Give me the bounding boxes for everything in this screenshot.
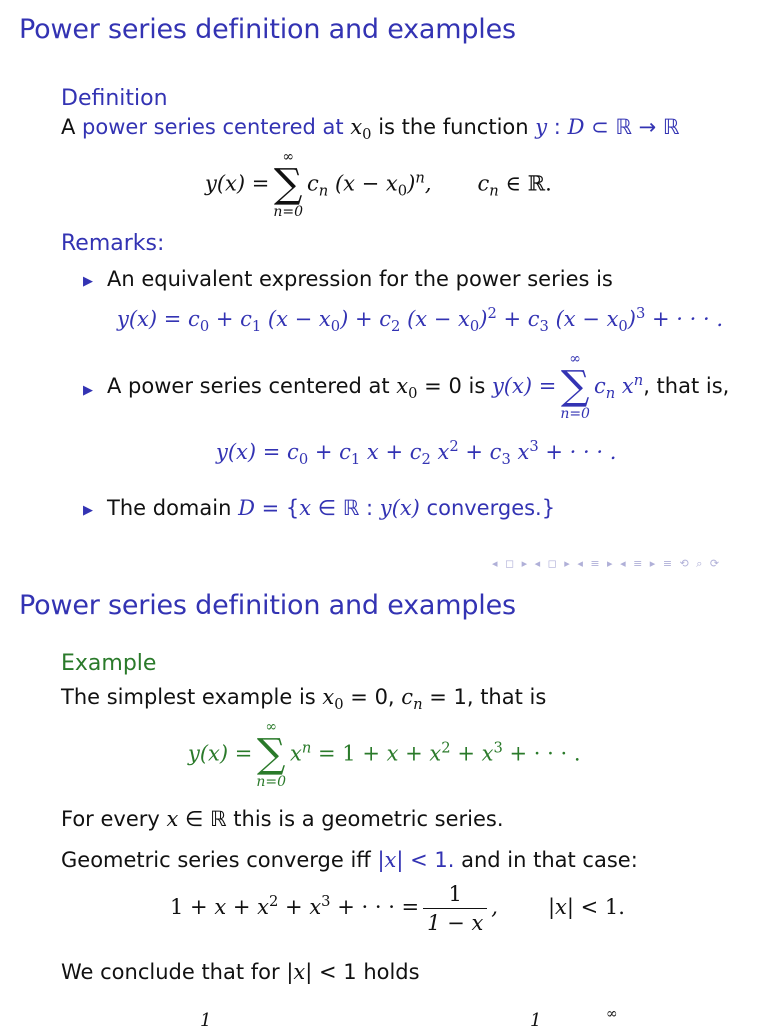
geometric-series-formula: y(x) = ∞ ∑ n=0 $x^n = 1 + x + x^2 + x^3$ + · · · . — [188, 719, 581, 790]
example-line-1: The simplest example is $x_0 = 0$, $c_n = 1$, that is — [61, 685, 547, 714]
conclusion-formula-partial: 1 — [200, 1010, 212, 1031]
remark-bullet-1: An equivalent expression for the power series is — [107, 267, 613, 291]
example-line-4: We conclude that for |x| < 1 holds — [61, 960, 420, 984]
example-line-3: Geometric series converge iff |x| < 1. and in that case: — [61, 848, 638, 872]
geometric-sum-formula: $1 + x + x^2 + x^3$ + · · · = $\frac{1}{1 - x}$ , |x| < 1. — [170, 882, 625, 935]
bullet-marker-1: ▶ — [83, 274, 93, 289]
slide-1-title: Power series definition and examples — [19, 14, 516, 45]
example-line-2: For every x ∈ ℝ this is a geometric series. — [61, 807, 504, 831]
centered-zero-formula: $y(x) = c_0 + c_1$ $x + c_2$ $x^2 + c_3$ $x^3$ + · · · . — [216, 438, 617, 469]
remark-bullet-3: The domain D = {x ∈ ℝ : y(x) converges.} — [107, 496, 556, 520]
bullet-marker-2: ▶ — [83, 383, 93, 398]
bullet-marker-3: ▶ — [83, 503, 93, 518]
slide-2-title: Power series definition and examples — [19, 590, 516, 621]
conclusion-formula-partial-right: 1 — [530, 1010, 542, 1031]
beamer-navigation-bar[interactable]: ◂ ◻ ▸ ◂ ◻ ▸ ◂ ≡ ▸ ◂ ≡ ▸ ≡ ⟲ ⌕ ⟳ — [492, 557, 722, 570]
definition-link-text: power series centered at — [82, 115, 344, 139]
expanded-series-formula: $y(x) = c_0 + c_1$ $(x - x_0) + c_2$ $(x - x_0)^2 + c_3$ $(x - x_0)^3$ + · · · . — [117, 305, 724, 336]
remarks-heading: Remarks: — [61, 231, 165, 256]
remark-bullet-2: A power series centered at $x_0 = 0$ is y(x) = ∞ ∑ n=0 $c_n$ $x^n$, that is, — [107, 351, 730, 422]
conclusion-infinity-partial: ∞ — [606, 1006, 618, 1022]
definition-formula: y(x) = ∞ ∑ n=0 $c_n$ $(x - x_0)^n$, $c_n$ ∈ ℝ. — [205, 149, 552, 220]
example-heading: Example — [61, 651, 157, 676]
definition-heading: Definition — [61, 86, 168, 111]
definition-text: A power series centered at $x_0$ is the function y : D ⊂ ℝ → ℝ — [61, 115, 680, 144]
